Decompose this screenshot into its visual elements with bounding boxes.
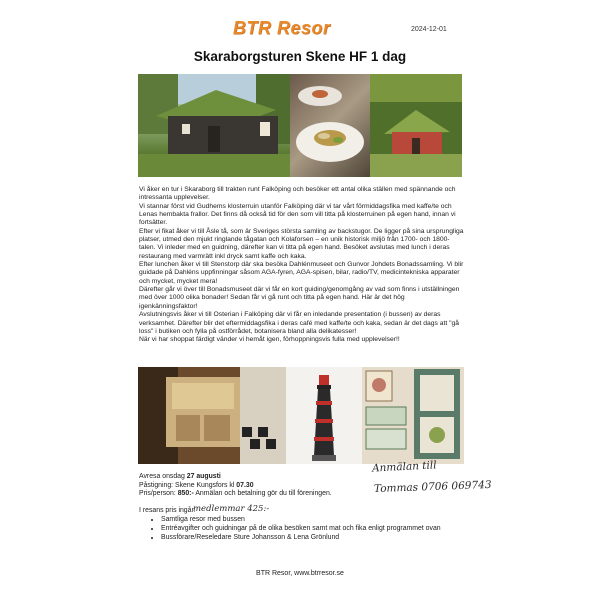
document-date: 2024-12-01 bbox=[411, 26, 447, 33]
logo: BTR Resor bbox=[233, 18, 331, 38]
museum-stove-photo bbox=[138, 367, 286, 464]
tapestry-museum-photo bbox=[362, 367, 464, 464]
price-note: Anmälan och betalning gör du till föreningen. bbox=[193, 490, 332, 498]
boarding-line bbox=[139, 482, 379, 491]
list-item: • Samtliga resor med bussen bbox=[161, 516, 379, 525]
paragraph: Efter vi fikat åker vi till Åsle tå, som är Sveriges största samling av backstugor. De ligger på sina ursprungliga platser, utmed den mjukt ringlande tågatan och Kolaforsen – en unik historisk miljö från 1700- och 1800-talen. Vi inleder med en guidning, därefter kan vi titta på egen hand. Besöket avslutas med lunch i deras restaurang med varmrätt inkl dryck samt kaffe och kaka. bbox=[139, 227, 464, 260]
top-photo-strip bbox=[138, 74, 462, 177]
includes-heading: I resans pris ingår: bbox=[139, 506, 196, 514]
trip-description bbox=[139, 186, 465, 345]
paragraph: När vi har shoppat färdigt vänder vi hemåt igen, förhoppningsvis fulla med upplevelser!! bbox=[139, 336, 400, 344]
handwritten-note-phone: Tommas 0706 069743 bbox=[373, 478, 492, 496]
includes-list bbox=[139, 516, 441, 542]
paragraph: Vi åker en tur i Skaraborg till trakten runt Falköping och besöker ett antal olika ställen med spännande och intressanta upplevelser. bbox=[139, 186, 456, 202]
paragraph: Därefter går vi över till Bonadsmuseet där vi får en kort guiding/genomgång av vad som finns i utställningen med över 1000 olika bonader! Sedan får vi gå runt och titta på egen hand. Här är det hög igenkänningsfaktor! bbox=[139, 286, 460, 310]
handwritten-note-registration: Anmälan till bbox=[371, 459, 437, 475]
paragraph: Vi stannar först vid Gudhems klosterruin utanför Falköping där vi tar vårt förmiddagsfika med kaffe/te och Lenas hembakta frallor. Det finns då också tid för den som vill titta på klosterruinen på egen hand, innan vi fortsätter. bbox=[139, 202, 456, 227]
departure-label: Avresa onsdag bbox=[139, 473, 187, 480]
food-photo bbox=[290, 74, 370, 177]
list-item: • Bussförare/Reseledare Sture Johansson & Lena Grönlund bbox=[161, 534, 379, 543]
cottage-photo bbox=[138, 74, 290, 177]
paragraph: Avslutningsvis åker vi till Osterian i Falköping där vi får en inledande presentation (i bussen) av deras verksamhet. Därefter blir det eftermiddagsfika i deras café med kaffe/te och kaka, sedan är det dags att "gå loss" i butiken och fylla på ostförrådet, botanisera bland alla delikatesser! bbox=[139, 311, 460, 335]
page-title: Skaraborgsturen Skene HF 1 dag bbox=[193, 49, 407, 64]
price-value: 850:- bbox=[177, 490, 194, 498]
grass-roof-cottage-photo bbox=[370, 74, 462, 177]
paragraph: Efter lunchen åker vi till Stenstorp där ska besöka Dahlénmuseet och Gunvor Johdets Bonadssamling. Vi blir guidade på Dahléns uppfinningar såsom AGA-fyren, AGA-spisen, bilar, radio/TV, medicintekniska apparater och mycket, mycket mera! bbox=[139, 261, 464, 285]
handwritten-note-member-price: medlemmar 425:- bbox=[193, 504, 270, 514]
lighthouse-photo bbox=[286, 367, 362, 464]
departure-date: 27 augusti bbox=[186, 473, 221, 480]
boarding-label: Påstigning: Skene Kungsfors kl bbox=[139, 481, 237, 489]
boarding-time: 07.30 bbox=[236, 481, 254, 489]
bottom-photo-strip bbox=[138, 367, 464, 464]
list-item: • Entréavgifter och guidningar på de olika besöken samt mat och fika enligt programmet ovan bbox=[161, 525, 379, 534]
price-line bbox=[139, 490, 379, 499]
price-label: Pris/person: bbox=[139, 490, 178, 498]
departure-line bbox=[139, 473, 379, 482]
footer: BTR Resor, www.btrresor.se bbox=[256, 570, 344, 577]
